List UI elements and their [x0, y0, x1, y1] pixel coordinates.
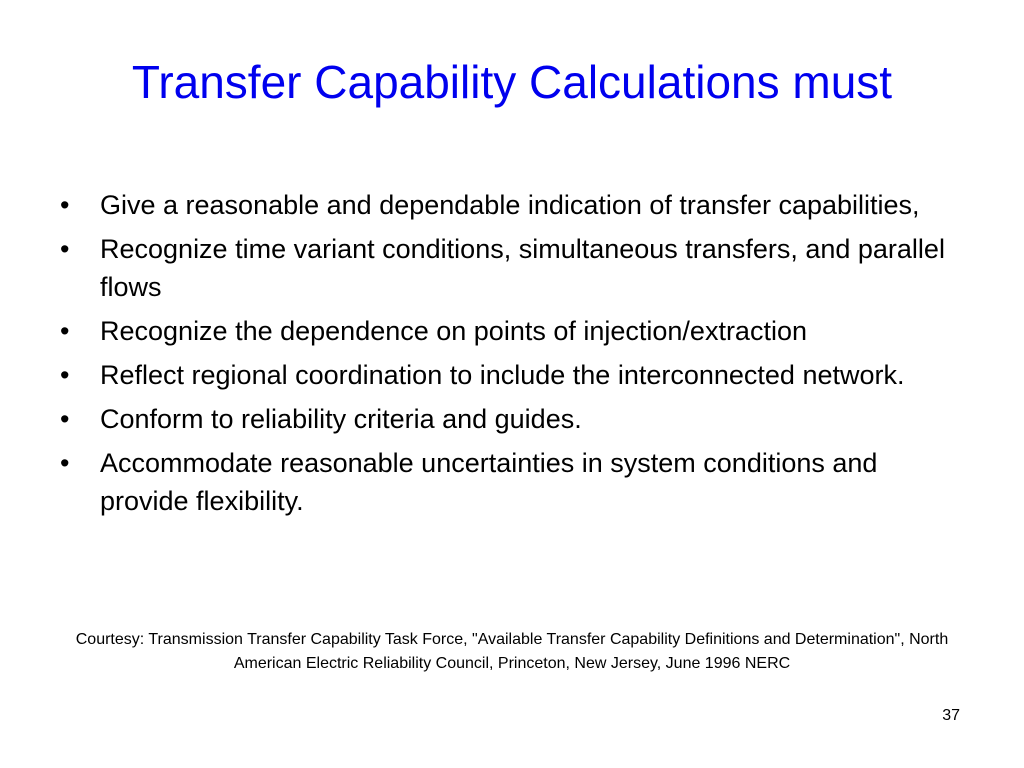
bullet-list — [60, 186, 960, 526]
bullet-text: Recognize the dependence on points of injection/extraction — [100, 316, 807, 346]
bullet-marker: • — [60, 316, 70, 346]
bullet-item — [60, 356, 960, 394]
bullet-text: Accommodate reasonable uncertainties in system conditions and provide flexibility. — [100, 448, 878, 516]
bullet-item — [60, 186, 960, 224]
bullet-item — [60, 312, 960, 350]
bullet-marker: • — [60, 360, 70, 390]
courtesy-citation: Courtesy: Transmission Transfer Capability Task Force, "Available Transfer Capability Definitions and Determination", North American Electric Reliability Council, Princeton, New Jersey, June 1996 NERC — [75, 631, 949, 672]
bullet-text: Reflect regional coordination to include the interconnected network. — [100, 360, 905, 390]
bullet-marker: • — [60, 404, 70, 434]
page-number: 37 — [942, 707, 960, 724]
bullet-text: Conform to reliability criteria and guides. — [100, 404, 582, 434]
slide-title: Transfer Capability Calculations must — [131, 56, 893, 108]
bullet-text: Give a reasonable and dependable indication of transfer capabilities, — [100, 190, 920, 220]
bullet-item — [60, 444, 960, 520]
bullet-text: Recognize time variant conditions, simultaneous transfers, and parallel flows — [100, 234, 945, 302]
bullet-item — [60, 230, 960, 306]
bullet-marker: • — [60, 234, 70, 264]
bullet-item — [60, 400, 960, 438]
bullet-marker: • — [60, 190, 70, 220]
bullet-marker: • — [60, 448, 70, 478]
